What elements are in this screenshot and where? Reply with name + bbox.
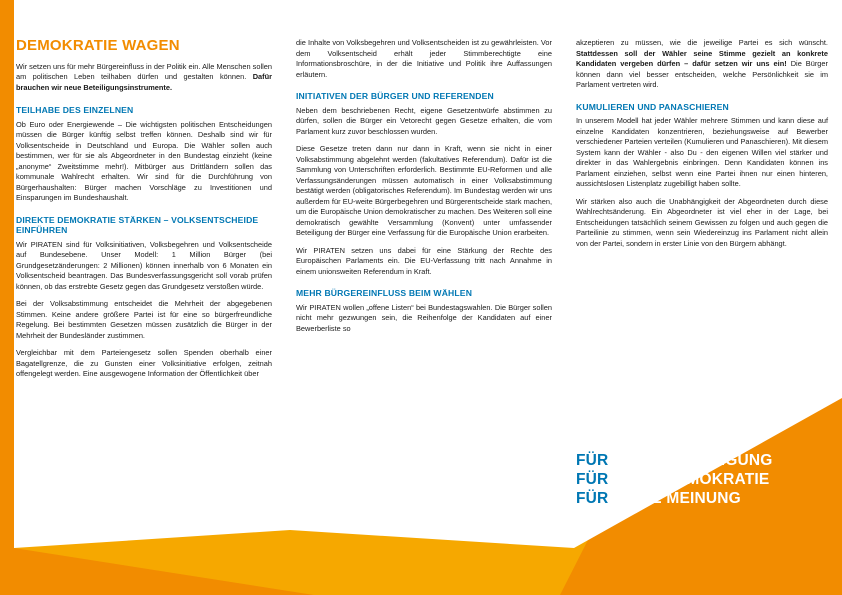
slogan-prefix-3: FÜR	[576, 490, 609, 507]
column-middle	[296, 38, 552, 334]
paragraph-direkte-2: Bei der Volksabstimmung entscheidet die Mehrheit der abgegebenen Stimmen. Keine andere größere Partei ist für eine so bürgerfreundliche Regelung. Bei bestimmten Gesetzen müssen zusätzlich die Bürger in der Mehrheit der Bundesländer zustimmen.	[16, 299, 272, 340]
heading-initiativen: INITIATIVEN DER BÜRGER UND REFERENDEN	[296, 91, 494, 102]
heading-direkte-demokratie: DIREKTE DEMOKRATIE STÄRKEN – VOLKSENTSCHEIDE EINFÜHREN	[16, 214, 259, 236]
slogan-line-2	[576, 471, 826, 489]
paragraph-continuation-middle: die Inhalte von Volksbegehren und Volksentscheiden ist zu gewährleisten. Vor dem Volksentscheid erhält jeder Stimmberechtigte eine Informationsbroschüre, in der die Initiative und Politik ihre Auffassungen erläutern.	[296, 38, 552, 79]
paragraph-initiativen-1: Neben dem beschriebenen Recht, eigene Gesetzentwürfe abstimmen zu dürfen, sollen die Bürger ein Vetorecht gegen Gesetze erhalten, die vom Parlament kurz zuvor beschlossen wurden.	[296, 105, 552, 136]
paragraph-buergereinfluss-1: Wir PIRATEN wollen „offene Listen“ bei Bundestagswahlen. Die Bürger sollen nicht mehr gezwungen sein, die Reihenfolge der Kandidaten auf einer Bewerberliste so	[296, 302, 552, 333]
paragraph-initiativen-3: Wir PIRATEN setzen uns dabei für eine Stärkung der Rechte des Europäischen Parlaments ein. Die EU-Verfassung tritt nach Annahme in einem unionsweiten Referendum in Kraft.	[296, 245, 552, 276]
continuation-bold-text: Stattdessen soll der Wähler seine Stimme gezielt an konkrete Kandidaten vergeben dürfen – dafür setzen wir uns ein!	[576, 48, 828, 69]
heading-buergereinfluss: MEHR BÜRGEREINFLUSS BEIM WÄHLEN	[296, 288, 473, 299]
column-right	[576, 38, 828, 249]
slogan-block	[576, 452, 826, 509]
slogan-line-3	[576, 490, 826, 508]
intro-paragraph	[16, 62, 272, 94]
column-left	[16, 38, 272, 380]
continuation-end-text: Die Bürger können dann viel besser entscheiden, welche Persönlichkeit sie im Parlament vertreten wird.	[576, 59, 828, 90]
paragraph-direkte-1: Wir PIRATEN sind für Volksinitiativen, Volksbegehren und Volksentscheide auf Bundesebene. Unser Modell: 1 Million Bürger (bei Grundgesetzänderungen: 2 Millionen) können innerhalb von 6 Monaten ein Volksentscheid beantragen. Das Bundesverfassungsgericht soll vorab prüfen können, ob das erstrebte Gesetz gegen das Grundgesetz verstoßen würde.	[16, 239, 272, 291]
slogan-line-1	[576, 452, 826, 470]
paragraph-kumulieren-2: Wir stärken also auch die Unabhängigkeit der Abgeordneten durch diese Wahlrechtsänderung. Ein Abgeordneter ist viel eher in der Lage, bei Entscheidungen tatsächlich seinem Gewissen zu folgen und auch gegen die Parteilinie zu stimmen, wenn sein Wiedereinzug ins Parlament nicht allein von der Partei, sondern in erster Linie von den Bürgern abhängt.	[576, 196, 828, 248]
slogan-prefix-1: FÜR	[576, 452, 609, 469]
paragraph-continuation-right	[576, 38, 828, 91]
slogan-prefix-2: FÜR	[576, 471, 609, 488]
paragraph-kumulieren-1: In unserem Modell hat jeder Wähler mehrere Stimmen und kann diese auf einzelne Kandidaten konzentrieren, beziehungsweise auf Bewerber verschiedener Parteien verteilen (Kumulieren und Panaschieren). Mit diesem System kann der Wähler - also Du - den eigenen Willen viel stärker und direkter in das Wahlergebnis einbringen. Denn Kandidaten können ins Parlament einziehen, selbst wenn eine Partei ihnen nur einen hinteren, aussichtslosen Listenplatz zugebilligt haben sollte.	[576, 116, 828, 189]
paragraph-initiativen-2: Diese Gesetze treten dann nur dann in Kraft, wenn sie nicht in einer Volksabstimmung abgelehnt werden (fakultatives Referendum). Dafür ist die Sammlung von Unterschriften erforderlich. Bestimmte EU-Reformen und alle Verfassungsänderungen müssen automatisch in einer Volksabstimmung bestätigt werden (obligatorisches Referendum). Im Bundestag werden wir uns außerdem für EU-weite Bürgerbegehren und Bürgerentscheide stark machen, um die Europäische Union demokratischer zu machen. Des Weiteren soll eine demokratisch gewählte Versammlung (Konvent) unter umfassender Beteiligung der Bürger eine Verfassung für die Europäische Union erarbeiten.	[296, 144, 552, 238]
intro-text: Wir setzen uns für mehr Bürgereinfluss in der Politik ein. Alle Menschen sollen am politischen Leben teilhaben dürfen und gestalten können.	[16, 61, 272, 82]
continuation-start-text: akzeptieren zu müssen, wie die jeweilige Partei es sich wünscht.	[576, 38, 828, 47]
paragraph-teilhabe-1: Ob Euro oder Energiewende – Die wichtigsten politischen Entscheidungen müssen die Bürger künftig selbst treffen können. Deshalb sind wir für Volksentscheide in Deutschland und Europa. Die Wähler sollen auch bestimmen, wer für sie als Abgeordneter in den Bundestag einzieht (keine „anonyme“ Zweitstimme mehr!). Mitbürger aus Drittländern sollen das kommunale Wahlrecht erhalten. Wir sind für die Durchführung von Bürgerhaushalten: Bürger machen Vorschläge zu Investitionen und Einsparungen im Bundeshaushalt.	[16, 119, 272, 203]
slogan-text-3: DEINE MEINUNG	[613, 490, 741, 507]
slogan-text-2: MEHR DEMOKRATIE	[613, 471, 770, 488]
heading-teilhabe: TEILHABE DES EINZELNEN	[16, 105, 134, 116]
paragraph-direkte-3: Vergleichbar mit dem Parteiengesetz sollen Spenden oberhalb einer Bagatellgrenze, die zu Gunsten einer Volksinitiative erfolgen, zeitnah offengelegt werden. Eine ausgewogene Information der Öffentlichkeit über	[16, 348, 272, 379]
page-title: DEMOKRATIE WAGEN	[16, 37, 180, 54]
intro-text-bold: Dafür brauchen wir neue Beteiligungsinstrumente.	[16, 72, 272, 92]
heading-kumulieren: KUMULIEREN UND PANASCHIEREN	[576, 101, 729, 112]
slogan-text-1: MEHR BETEILIGUNG	[613, 452, 773, 469]
